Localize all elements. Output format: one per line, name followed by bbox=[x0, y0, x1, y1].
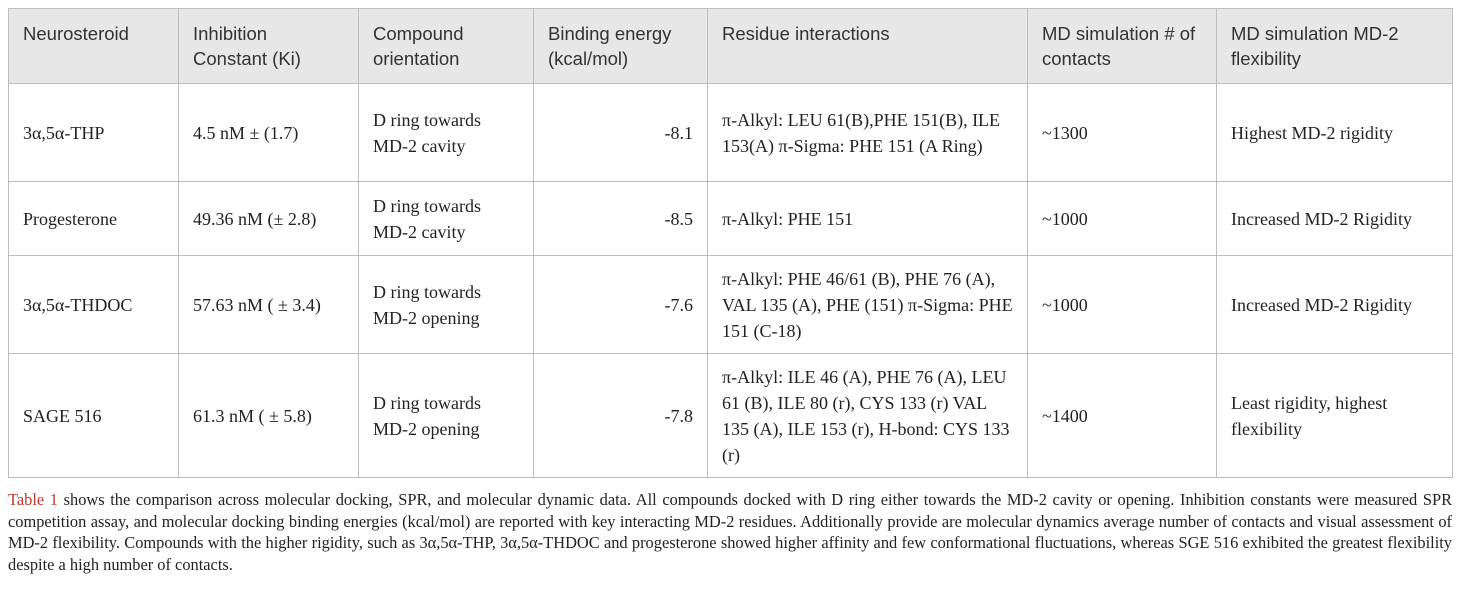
cell-contacts: ~1000 bbox=[1028, 182, 1217, 256]
cell-ki: 61.3 nM ( ± 5.8) bbox=[179, 354, 359, 478]
table-header-row bbox=[9, 9, 1453, 84]
cell-ki: 49.36 nM (± 2.8) bbox=[179, 182, 359, 256]
cell-neurosteroid: 3α,5α-THDOC bbox=[9, 256, 179, 354]
table-reference-link[interactable]: Table 1 bbox=[8, 490, 58, 509]
cell-binding-energy: -7.6 bbox=[534, 256, 708, 354]
cell-neurosteroid: SAGE 516 bbox=[9, 354, 179, 478]
data-table-container bbox=[8, 8, 1452, 478]
cell-contacts: ~1000 bbox=[1028, 256, 1217, 354]
header-compound-orientation: Compound orientation bbox=[359, 9, 534, 84]
cell-flexibility: Least rigidity, highest flexibility bbox=[1217, 354, 1453, 478]
table-row bbox=[9, 182, 1453, 256]
cell-flexibility: Highest MD-2 rigidity bbox=[1217, 84, 1453, 182]
header-neurosteroid: Neurosteroid bbox=[9, 9, 179, 84]
cell-contacts: ~1300 bbox=[1028, 84, 1217, 182]
cell-orientation: D ring towards MD-2 cavity bbox=[359, 84, 534, 182]
cell-neurosteroid: Progesterone bbox=[9, 182, 179, 256]
cell-orientation: D ring towards MD-2 opening bbox=[359, 256, 534, 354]
header-binding-energy: Binding energy (kcal/mol) bbox=[534, 9, 708, 84]
comparison-table bbox=[8, 8, 1453, 478]
cell-ki: 4.5 nM ± (1.7) bbox=[179, 84, 359, 182]
cell-neurosteroid: 3α,5α-THP bbox=[9, 84, 179, 182]
cell-residues: π-Alkyl: ILE 46 (A), PHE 76 (A), LEU 61 (B), ILE 80 (r), CYS 133 (r) VAL 135 (A), ILE 153 (r), H-bond: CYS 133 (r) bbox=[708, 354, 1028, 478]
table-row bbox=[9, 84, 1453, 182]
cell-binding-energy: -8.5 bbox=[534, 182, 708, 256]
cell-ki: 57.63 nM ( ± 3.4) bbox=[179, 256, 359, 354]
cell-contacts: ~1400 bbox=[1028, 354, 1217, 478]
table-row bbox=[9, 256, 1453, 354]
cell-residues: π-Alkyl: PHE 151 bbox=[708, 182, 1028, 256]
caption-text: shows the comparison across molecular docking, SPR, and molecular dynamic data. All compounds docked with D ring either towards the MD-2 cavity or opening. Inhibition constants were measured SPR competition assay, and molecular docking binding energies (kcal/mol) are reported with key interacting MD-2 residues. Additionally provide are molecular dynamics average number of contacts and visual assessment of MD-2 flexibility. Compounds with the higher rigidity, such as 3α,5α-THP, 3α,5α-THDOC and progesterone showed higher affinity and few conformational fluctuations, whereas SGE 516 exhibited the greatest flexibility despite a high number of contacts. bbox=[8, 490, 1452, 574]
cell-residues: π-Alkyl: LEU 61(B),PHE 151(B), ILE 153(A) π-Sigma: PHE 151 (A Ring) bbox=[708, 84, 1028, 182]
header-md-flexibility: MD simulation MD-2 flexibility bbox=[1217, 9, 1453, 84]
cell-flexibility: Increased MD-2 Rigidity bbox=[1217, 182, 1453, 256]
cell-orientation: D ring towards MD-2 opening bbox=[359, 354, 534, 478]
cell-binding-energy: -7.8 bbox=[534, 354, 708, 478]
cell-orientation: D ring towards MD-2 cavity bbox=[359, 182, 534, 256]
header-md-contacts: MD simulation # of contacts bbox=[1028, 9, 1217, 84]
table-caption bbox=[8, 489, 1452, 575]
cell-binding-energy: -8.1 bbox=[534, 84, 708, 182]
header-residue-interactions: Residue interactions bbox=[708, 9, 1028, 84]
header-inhibition-constant: Inhibition Constant (Ki) bbox=[179, 9, 359, 84]
cell-flexibility: Increased MD-2 Rigidity bbox=[1217, 256, 1453, 354]
table-row bbox=[9, 354, 1453, 478]
cell-residues: π-Alkyl: PHE 46/61 (B), PHE 76 (A), VAL 135 (A), PHE (151) π-Sigma: PHE 151 (C-18) bbox=[708, 256, 1028, 354]
